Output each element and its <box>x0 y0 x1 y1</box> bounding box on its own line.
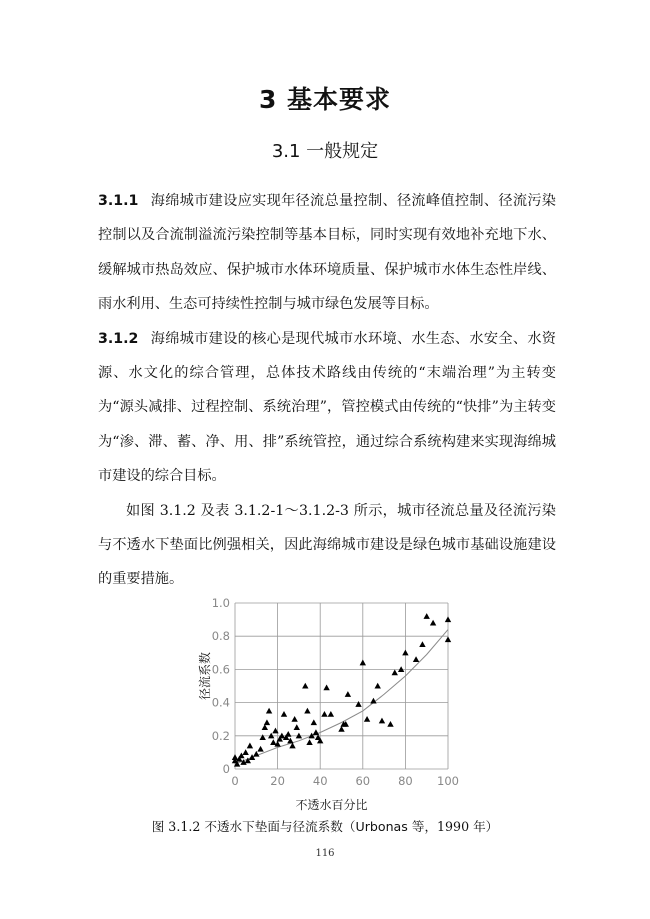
y-tick-label: 0.2 <box>211 728 230 743</box>
data-point <box>355 701 361 707</box>
clause-text: 海绵城市建设的核心是现代城市水环境、水生态、水安全、水资源、水文化的综合管理，总体技术路线由传统的“末端治理”为主转变为“源头减排、过程控制、系统治理”，管控模式由传统的“快排”为主转变为“渗、滞、蓄、净、用、排”系统管控，通过综合系统构建来实现海绵城市建设的综合目标。 <box>98 330 556 485</box>
data-point <box>306 739 312 745</box>
data-point <box>259 734 265 740</box>
data-point <box>360 660 366 666</box>
x-tick-label: 80 <box>398 774 413 788</box>
paragraph-figure-reference <box>98 494 556 597</box>
data-point <box>345 691 351 697</box>
data-point <box>266 708 272 714</box>
data-point <box>285 731 291 737</box>
x-tick-label: 40 <box>312 774 328 788</box>
clause-number: 3.1.2 <box>98 330 139 347</box>
data-point <box>413 656 419 662</box>
x-tick-label: 100 <box>437 774 459 788</box>
data-point <box>387 721 393 727</box>
figure-caption <box>0 816 650 835</box>
y-axis-label: 径流系数 <box>198 651 212 701</box>
paragraph-3-1-1 <box>98 184 556 322</box>
data-point <box>419 641 425 647</box>
data-point <box>338 726 344 732</box>
data-point <box>247 743 253 749</box>
data-point <box>313 729 319 735</box>
caption-suffix: 等，1990 年） <box>407 819 499 834</box>
caption-prefix: 图 3.1.2 不透水下垫面与径流系数（ <box>151 819 356 834</box>
data-point <box>430 620 436 626</box>
data-point <box>328 711 334 717</box>
clause-text: 海绵城市建设应实现年径流总量控制、径流峰值控制、径流污染控制以及合流制溢流污染控制等基本目标，同时实现有效地补充地下水、缓解城市热岛效应、保护城市水体环境质量、保护城市水体生态性岸线、雨水利用、生态可持续性控制与城市绿色发展等目标。 <box>98 193 556 313</box>
data-point <box>323 684 329 690</box>
data-point <box>262 724 268 730</box>
data-point <box>270 739 276 745</box>
x-axis-label: 不透水百分比 <box>295 798 368 812</box>
trend-curve <box>235 630 448 764</box>
y-tick-label: 0 <box>222 762 230 776</box>
x-tick-label: 0 <box>231 774 239 788</box>
data-point <box>379 718 385 724</box>
data-point <box>392 670 398 676</box>
chapter-heading: 3 基本要求 <box>258 85 392 114</box>
data-point <box>253 751 259 757</box>
body-text <box>98 184 556 597</box>
page-number: 116 <box>315 848 335 859</box>
x-tick-label: 20 <box>270 774 285 788</box>
data-point <box>302 683 308 689</box>
data-point <box>402 650 408 656</box>
paragraph-3-1-2 <box>98 322 556 494</box>
data-point <box>311 719 317 725</box>
data-point <box>364 716 370 722</box>
data-point <box>281 711 287 717</box>
y-tick-label: 0.6 <box>211 662 230 677</box>
data-point <box>242 749 248 755</box>
data-point <box>257 746 263 752</box>
data-point <box>424 613 430 619</box>
data-point <box>294 724 300 730</box>
data-point <box>321 711 327 717</box>
section-heading: 3.1 一般规定 <box>271 141 379 162</box>
data-point <box>232 754 238 760</box>
data-point <box>304 708 310 714</box>
data-point <box>375 683 381 689</box>
data-point <box>445 616 451 622</box>
data-point <box>445 636 451 642</box>
y-tick-label: 1.0 <box>211 596 230 610</box>
scatter-chart <box>195 590 475 820</box>
y-tick-label: 0.8 <box>211 629 230 644</box>
x-tick-label: 60 <box>355 774 371 788</box>
clause-number: 3.1.1 <box>98 193 139 209</box>
scatter-figure <box>195 590 475 820</box>
caption-author: Urbonas <box>355 819 408 834</box>
data-point <box>291 716 297 722</box>
clause-text: 如图 3.1.2 及表 3.1.2-1～3.1.2-3 所示，城市径流总量及径流污染与不透水下垫面比例强相关，因此海绵城市建设是绿色城市基础设施建设的重要措施。 <box>98 502 556 588</box>
data-point <box>264 719 270 725</box>
y-tick-label: 0.4 <box>211 695 230 710</box>
